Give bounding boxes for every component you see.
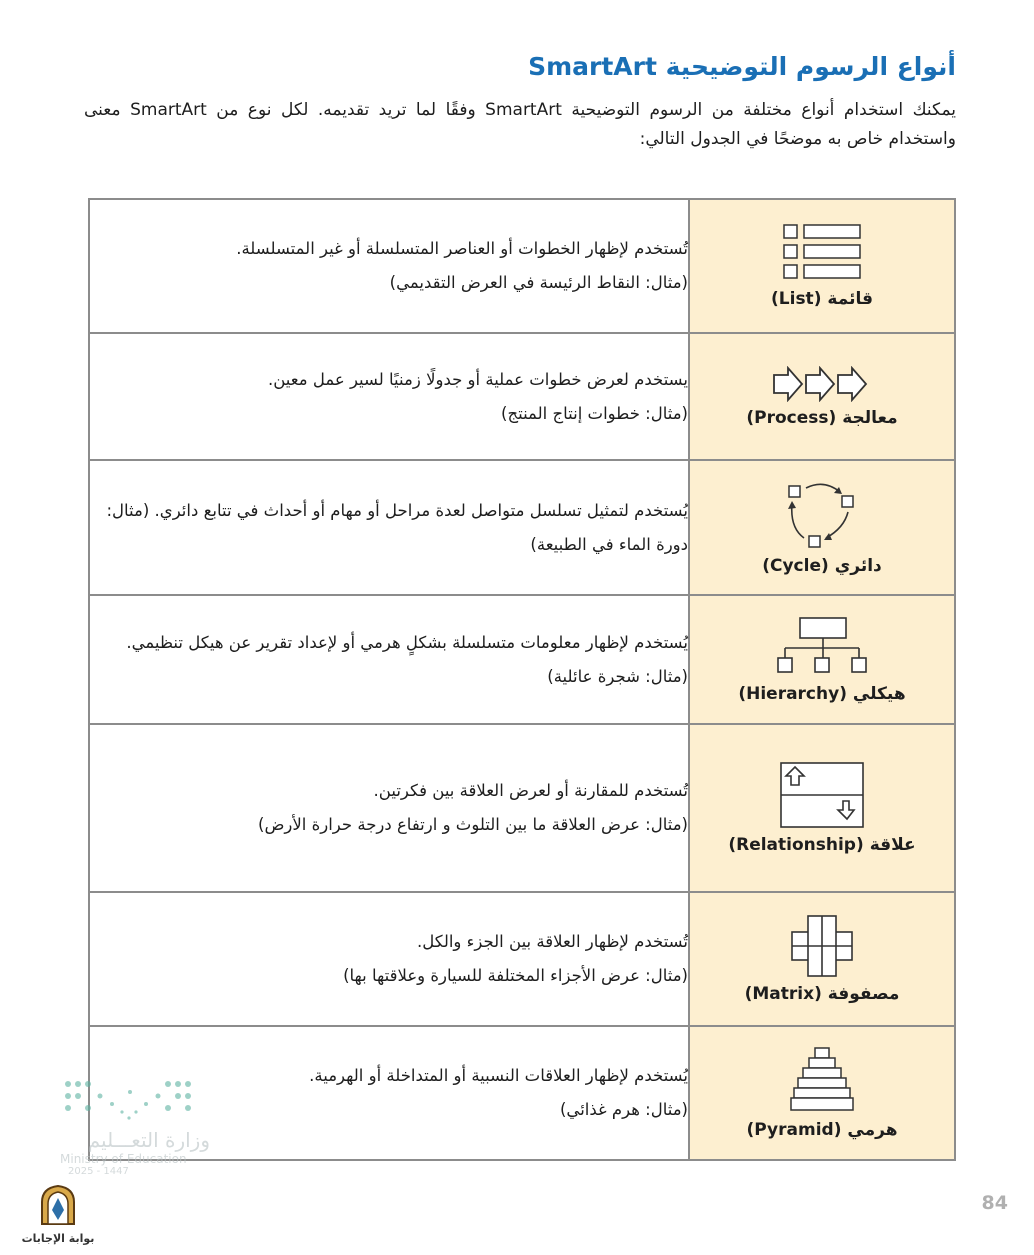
type-name-ar: مصفوفة — [827, 984, 900, 1004]
relationship-icon — [779, 761, 865, 829]
matrix-icon — [788, 914, 856, 978]
process-arrows-icon — [772, 366, 872, 402]
example-text: (مثال: خطوات إنتاج المنتج) — [501, 403, 688, 423]
type-name-en: (Relationship) — [728, 835, 864, 855]
site-logo-icon — [38, 1184, 78, 1226]
type-name-en: (Pyramid) — [746, 1120, 842, 1140]
type-name-ar: قائمة — [827, 289, 873, 309]
description-text: تُستخدم لإظهار العلاقة بين الجزء والكل. — [416, 932, 688, 951]
description-text: تُستخدم للمقارنة أو لعرض العلاقة بين فكرتين. — [373, 781, 688, 800]
type-cell-cycle — [689, 460, 955, 595]
table-row — [89, 460, 955, 595]
desc-cell-relationship — [89, 724, 689, 892]
type-label — [690, 835, 954, 855]
description-text: يُستخدم لإظهار العلاقات النسبية أو المتداخلة أو الهرمية. — [309, 1066, 688, 1085]
type-name-en: (Matrix) — [744, 984, 822, 1004]
intro-paragraph: يمكنك استخدام أنواع مختلفة من الرسوم التوضيحية SmartArt وفقًا لما تريد تقديمه. لكل نوع من SmartArt معنى واستخدام خاص به موضحًا في الجدول التالي: — [84, 100, 957, 149]
table-row — [89, 333, 955, 460]
page-number: 84 — [981, 1192, 1008, 1214]
type-name-ar: هيكلي — [852, 683, 906, 704]
type-label — [690, 556, 954, 576]
type-name-en: (Cycle) — [762, 555, 829, 576]
example-text: (مثال: النقاط الرئيسة في العرض التقديمي) — [389, 273, 688, 292]
ministry-watermark — [60, 1078, 210, 1177]
type-label — [690, 984, 954, 1004]
desc-cell-hierarchy — [89, 595, 689, 724]
type-label — [690, 1120, 954, 1140]
type-cell-pyramid — [689, 1026, 955, 1160]
type-name-ar: هرمي — [847, 1120, 898, 1140]
ministry-logo-icon — [60, 1078, 200, 1122]
list-icon — [782, 223, 862, 283]
table-row — [89, 1026, 955, 1160]
ministry-name-en: Ministry of Education — [60, 1152, 187, 1166]
site-logo[interactable] — [18, 1184, 98, 1245]
type-name-en: (Process) — [746, 407, 837, 428]
type-cell-hierarchy — [689, 595, 955, 724]
desc-cell-list — [89, 199, 689, 333]
table-row — [89, 595, 955, 724]
example-text: (مثال: عرض الأجزاء المختلفة للسيارة وعلاقتها بها) — [343, 966, 688, 985]
description-text: يستخدم لعرض خطوات عملية أو جدولًا زمنيًا لسير عمل معين. — [268, 369, 688, 389]
example-text: (مثال: هرم غذائي) — [560, 1100, 688, 1119]
type-label — [690, 289, 954, 309]
site-name: بوابة الإجابات — [21, 1232, 95, 1245]
type-name-ar: معالجة — [842, 407, 898, 428]
type-label — [690, 408, 954, 428]
page-title: أنواع الرسوم التوضيحية SmartArt — [528, 52, 956, 81]
type-name-ar: دائري — [834, 555, 882, 576]
hierarchy-icon — [774, 616, 870, 678]
smartart-types-table — [88, 198, 956, 1161]
desc-cell-cycle — [89, 460, 689, 595]
table-row — [89, 199, 955, 333]
type-cell-list — [689, 199, 955, 333]
pyramid-icon — [790, 1046, 854, 1114]
table-row — [89, 892, 955, 1026]
cycle-icon — [782, 480, 862, 550]
description-text: يُستخدم لإظهار معلومات متسلسلة بشكلٍ هرمي أو لإعداد تقرير عن هيكل تنظيمي. (مثال: شجرة عائلية) — [126, 632, 688, 686]
type-cell-relationship — [689, 724, 955, 892]
type-name-en: (Hierarchy) — [738, 683, 847, 704]
type-name-ar: علاقة — [869, 835, 916, 855]
type-label — [690, 684, 954, 704]
type-cell-matrix — [689, 892, 955, 1026]
desc-cell-matrix — [89, 892, 689, 1026]
desc-cell-process — [89, 333, 689, 460]
description-text: يُستخدم لتمثيل تسلسل متواصل لعدة مراحل أو مهام أو أحداث في تتابع دائري. (مثال: دورة الماء في الطبيعة) — [106, 500, 688, 554]
description-text: تُستخدم لإظهار الخطوات أو العناصر المتسلسلة أو غير المتسلسلة. — [236, 239, 688, 258]
ministry-year: 2025 - 1447 — [68, 1166, 129, 1177]
type-cell-process — [689, 333, 955, 460]
table-row — [89, 724, 955, 892]
example-text: (مثال: عرض العلاقة ما بين التلوث و ارتفاع درجة حرارة الأرض) — [258, 815, 688, 834]
type-name-en: (List) — [771, 289, 822, 309]
ministry-name-ar: وزارة التعـــليم — [87, 1128, 210, 1152]
